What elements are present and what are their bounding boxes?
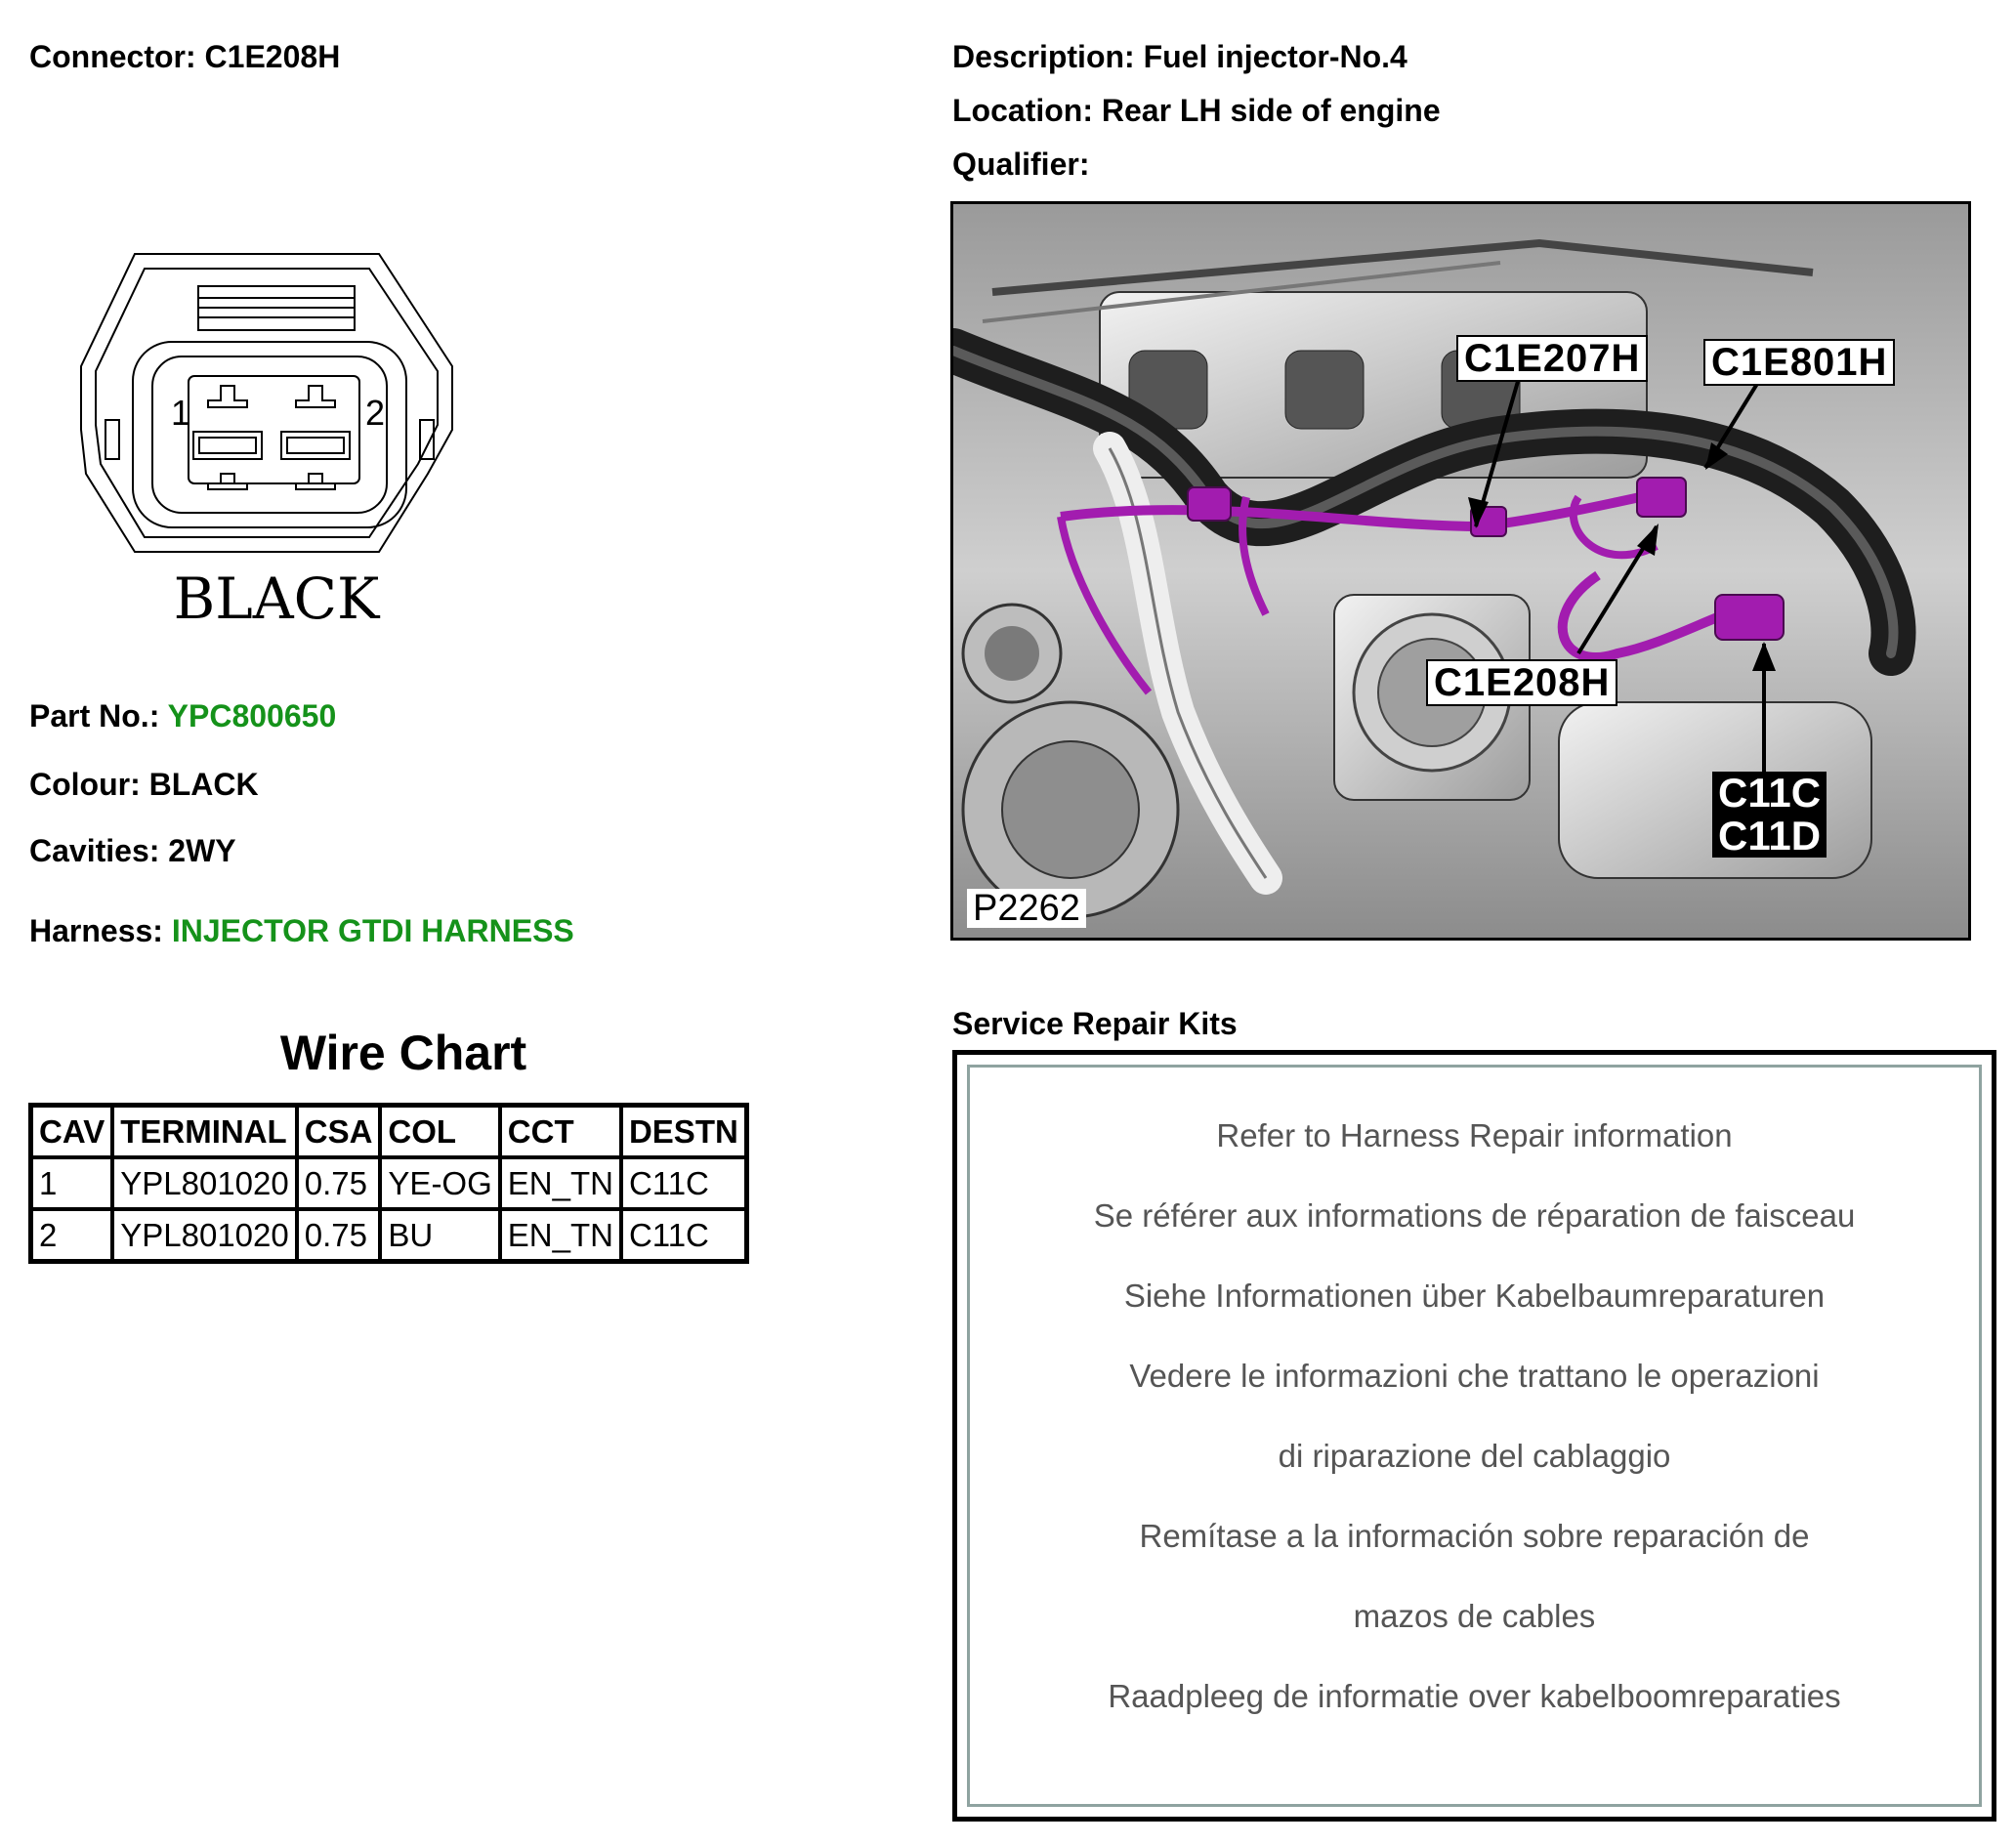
description-line	[952, 39, 1407, 74]
location-value: Rear LH side of engine	[1101, 93, 1441, 128]
cavities-label: Cavities:	[29, 833, 160, 868]
pin-1-label: 1	[171, 393, 191, 433]
location-line	[952, 93, 1441, 128]
cavity-1	[193, 386, 262, 489]
connector-line	[29, 39, 340, 74]
header-terminal: TERMINAL	[112, 1106, 297, 1158]
connector-face-drawing	[76, 249, 477, 630]
location-label: Location:	[952, 93, 1093, 128]
table-row	[31, 1157, 747, 1209]
description-label: Description:	[952, 39, 1135, 74]
callout-c11c-c11d	[1712, 772, 1827, 858]
cell-col: BU	[380, 1209, 499, 1262]
cell-destn: C11C	[621, 1209, 746, 1262]
cell-cav: 2	[31, 1209, 113, 1262]
callout-c1e207h: C1E207H	[1456, 335, 1648, 382]
header-cct: CCT	[500, 1106, 621, 1158]
cell-cav: 1	[31, 1157, 113, 1209]
cavities-value: 2WY	[168, 833, 236, 868]
connector-body-outer	[133, 342, 406, 527]
kit-line-it-1: Vedere le informazioni che trattano le operazioni	[1129, 1358, 1820, 1394]
connector-right-ear	[420, 420, 434, 459]
colour-value: BLACK	[148, 767, 259, 802]
figure-reference: P2262	[967, 889, 1086, 928]
repair-kits-inner	[967, 1065, 1982, 1807]
connector-left-ear	[105, 420, 119, 459]
cell-col: YE-OG	[380, 1157, 499, 1209]
pin-2-label: 2	[365, 393, 386, 433]
kit-line-en: Refer to Harness Repair information	[1216, 1117, 1733, 1153]
table-row	[31, 1209, 747, 1262]
cell-terminal: YPL801020	[112, 1157, 297, 1209]
wire-chart-header-row	[31, 1106, 747, 1158]
cell-cct: EN_TN	[500, 1157, 621, 1209]
connector-color-label: BLACK	[173, 566, 380, 630]
header-col: COL	[380, 1106, 499, 1158]
wire-chart-title: Wire Chart	[279, 1026, 527, 1080]
part-no-link[interactable]: YPC800650	[167, 698, 337, 733]
callout-c11d: C11D	[1718, 813, 1822, 859]
connector-id: C1E208H	[204, 39, 341, 74]
harness-link[interactable]: INJECTOR GTDI HARNESS	[171, 913, 574, 948]
kit-line-it-2: di riparazione del cablaggio	[1278, 1438, 1671, 1474]
callout-c1e208h: C1E208H	[1426, 659, 1617, 706]
part-no-label: Part No.:	[29, 698, 160, 733]
cell-csa: 0.75	[297, 1157, 381, 1209]
callout-c11c: C11C	[1718, 770, 1822, 816]
kit-line-nl: Raadpleeg de informatie over kabelboomreparaties	[1108, 1678, 1841, 1714]
kit-line-es-2: mazos de cables	[1353, 1598, 1596, 1634]
repair-kits-title: Service Repair Kits	[952, 1006, 1238, 1041]
engine-location-image	[950, 201, 1971, 941]
header-cav: CAV	[31, 1106, 113, 1158]
connector-cavity-frame	[189, 376, 359, 483]
colour-label: Colour:	[29, 767, 141, 802]
cell-csa: 0.75	[297, 1209, 381, 1262]
harness-label: Harness:	[29, 913, 163, 948]
cell-terminal: YPL801020	[112, 1209, 297, 1262]
description-value: Fuel injector-No.4	[1143, 39, 1407, 74]
kit-line-es-1: Remítase a la información sobre reparación de	[1139, 1518, 1810, 1554]
wire-chart-table	[28, 1103, 749, 1264]
header-csa: CSA	[297, 1106, 381, 1158]
qualifier-line	[952, 147, 1089, 182]
header-destn: DESTN	[621, 1106, 746, 1158]
kit-line-fr: Se référer aux informations de réparation de faisceau	[1093, 1197, 1856, 1234]
kit-line-de: Siehe Informationen über Kabelbaumreparaturen	[1123, 1278, 1826, 1314]
cell-cct: EN_TN	[500, 1209, 621, 1262]
part-no-line	[29, 698, 336, 733]
connector-label: Connector:	[29, 39, 196, 74]
callout-c1e801h: C1E801H	[1703, 339, 1895, 386]
cavity-2	[281, 386, 350, 489]
cavities-line	[29, 833, 236, 868]
qualifier-label: Qualifier:	[952, 147, 1090, 182]
colour-line	[29, 767, 259, 802]
repair-kits-box	[952, 1050, 1996, 1822]
cell-destn: C11C	[621, 1157, 746, 1209]
harness-line	[29, 913, 574, 948]
